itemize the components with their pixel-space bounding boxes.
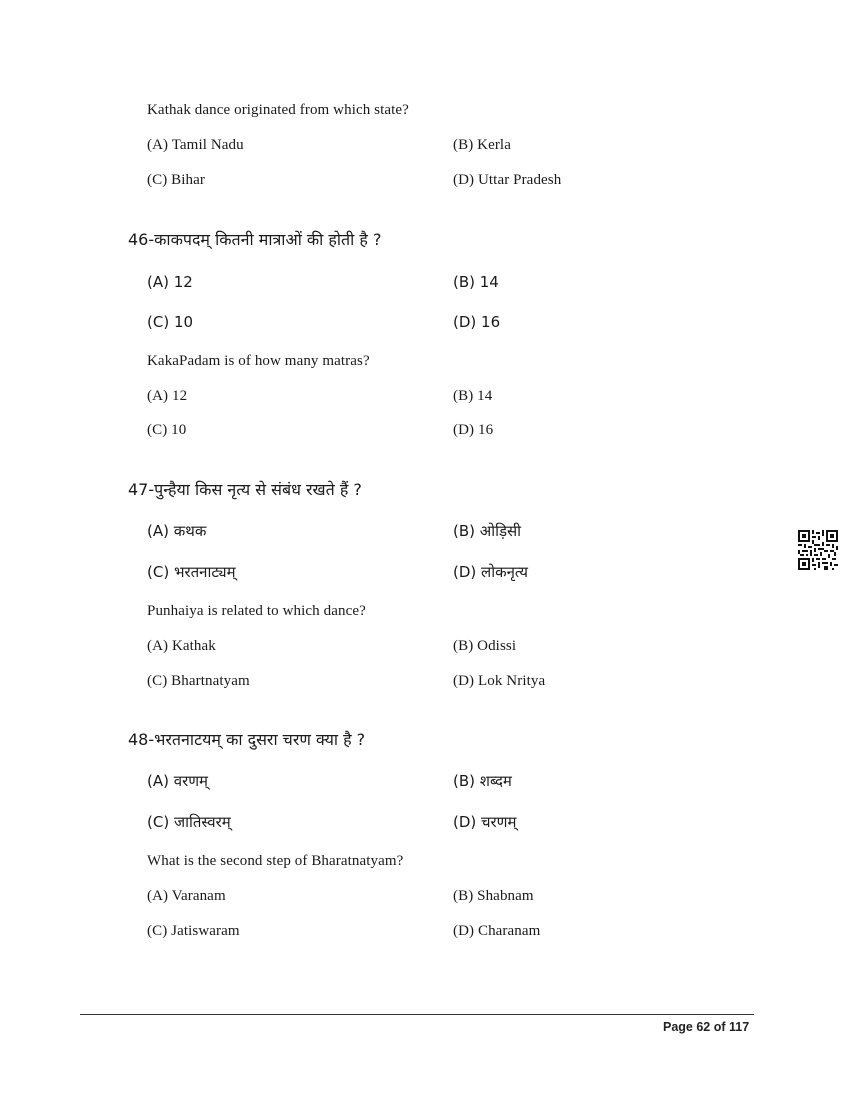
option-c: (C) Jatiswaram	[147, 923, 240, 939]
option-c: (C) Bhartnatyam	[147, 673, 250, 689]
question-text: Punhaiya is related to which dance?	[147, 603, 366, 619]
option-b: (B) 14	[453, 273, 499, 291]
page-number: Page 62 of 117	[663, 1020, 750, 1034]
option-d: (D) लोकनृत्य	[453, 563, 528, 581]
option-b: (B) Shabnam	[453, 888, 534, 904]
option-d: (D) Lok Nritya	[453, 673, 546, 689]
option-a: (A) Kathak	[147, 638, 216, 654]
question-text-hindi: 47-पुन्हैया किस नृत्य से संबंध रखते हैं ?	[128, 480, 362, 499]
option-a: (A) 12	[147, 273, 193, 291]
option-d: (D) Uttar Pradesh	[453, 172, 562, 188]
option-b: (B) शब्दम	[453, 772, 512, 790]
question-text: What is the second step of Bharatnatyam?	[147, 853, 404, 869]
question-text: KakaPadam is of how many matras?	[147, 353, 370, 369]
question-text-hindi: 48-भरतनाटयम् का दुसरा चरण क्या है ?	[128, 730, 366, 749]
option-a: (A) वरणम्	[147, 772, 209, 790]
footer-divider	[80, 1014, 754, 1015]
option-c: (C) Bihar	[147, 172, 205, 188]
option-c: (C) 10	[147, 313, 194, 331]
option-b: (B) Kerla	[453, 137, 511, 153]
option-a: (A) Tamil Nadu	[147, 137, 244, 153]
option-b: (B) ओड़िसी	[453, 522, 522, 540]
option-a: (A) Varanam	[147, 888, 226, 904]
option-d: (D) Charanam	[453, 923, 541, 939]
question-text: Kathak dance originated from which state?	[147, 102, 409, 118]
option-c: (C) जातिस्वरम्	[147, 813, 231, 831]
option-d: (D) 16	[453, 313, 501, 331]
option-c: (C) भरतनाट्यम्	[147, 563, 236, 581]
question-text-hindi: 46-काकपदम् कितनी मात्राओं की होती है ?	[128, 230, 382, 249]
option-d: (D) चरणम्	[453, 813, 517, 831]
option-a: (A) कथक	[147, 522, 207, 540]
option-b: (B) 14	[453, 388, 493, 404]
qr-code-icon	[798, 530, 838, 570]
option-b: (B) Odissi	[453, 638, 517, 654]
option-c: (C) 10	[147, 422, 187, 438]
option-d: (D) 16	[453, 422, 494, 438]
option-a: (A) 12	[147, 388, 188, 404]
